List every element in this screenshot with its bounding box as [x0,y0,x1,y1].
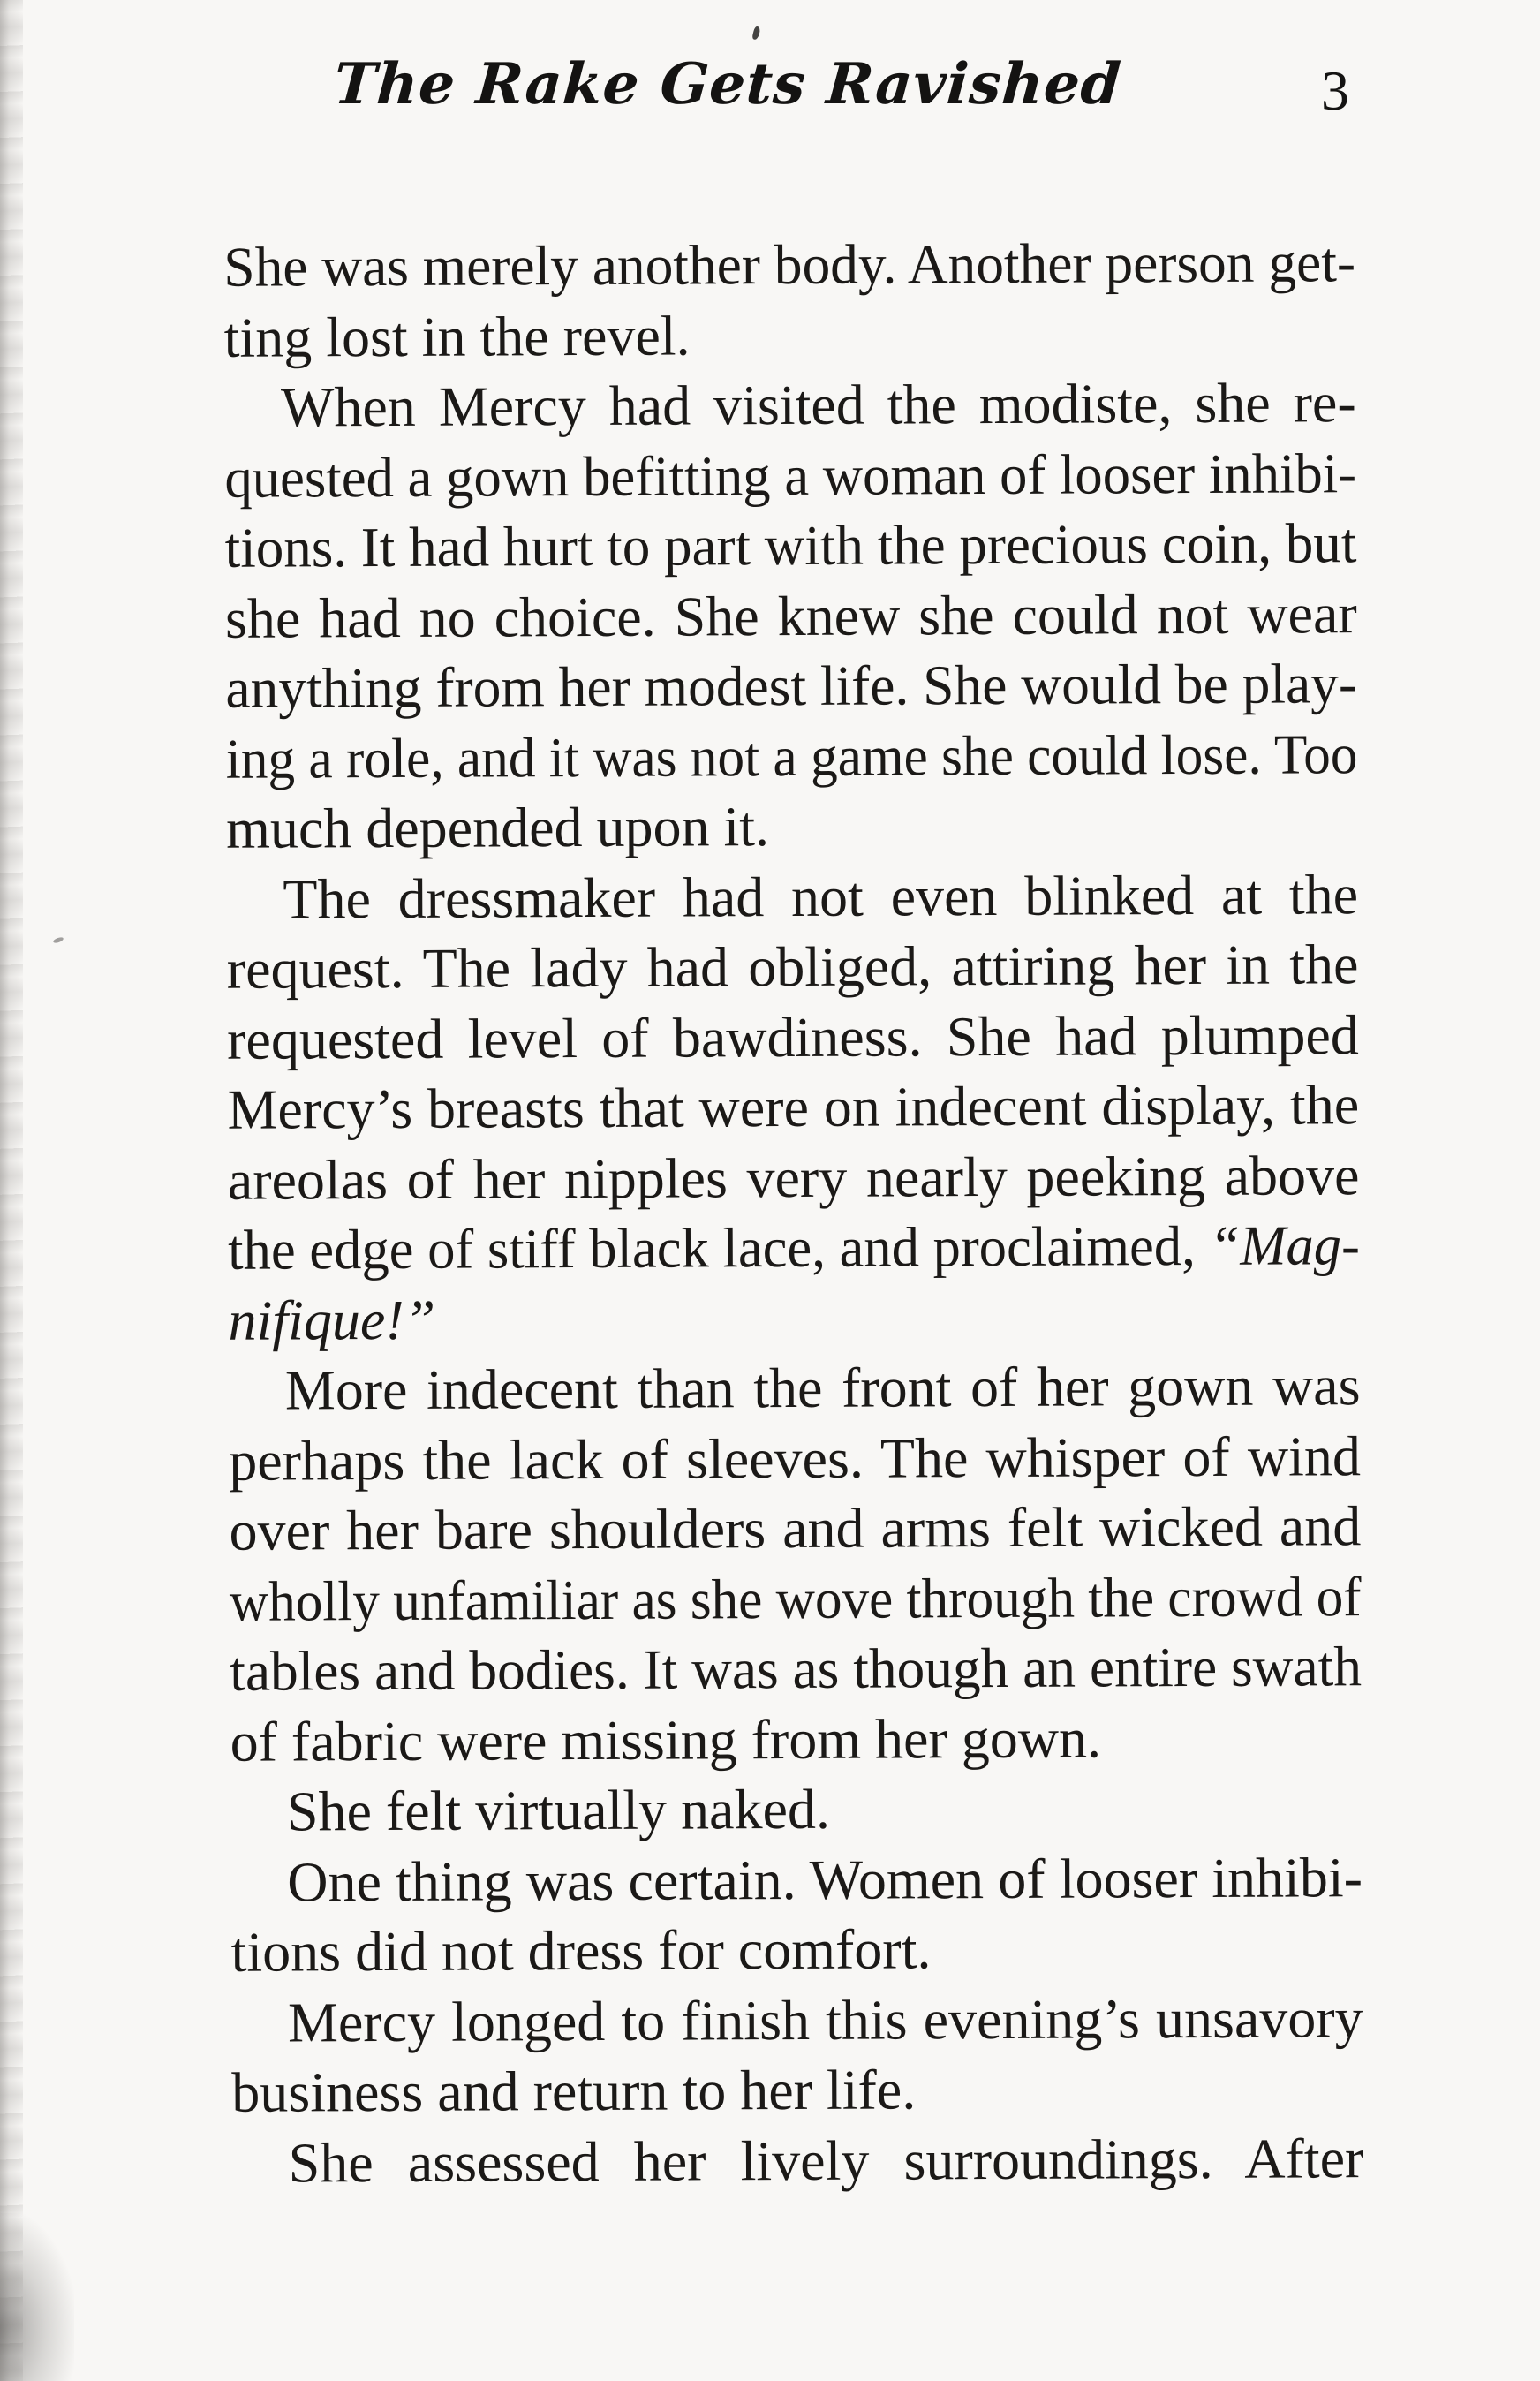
text-segment: The dressmaker had not even blinked at the [283,862,1359,931]
text-segment: ing a role, and it was not a game she could lose. Too [225,722,1358,790]
text-line [225,508,1357,583]
text-line-content [225,508,1357,583]
text-line-content [224,438,1356,513]
text-line [226,789,1358,864]
text-line-content [289,2123,1364,2198]
text-line [229,1350,1361,1425]
text-line-content [287,1774,830,1847]
text-line-content [230,1703,1101,1777]
text-line-content [285,1350,1361,1425]
text-line [230,1631,1362,1706]
text-line-content [228,1284,435,1356]
text-segment: tions did not dress for comfort. [230,1917,932,1984]
text-line-content [230,1631,1362,1706]
italic-text-segment: nifique!” [228,1288,436,1352]
text-segment: much depended upon it. [225,795,770,860]
text-segment: anything from her modest life. She would be play- [225,652,1358,720]
text-line [223,298,1355,373]
text-line-content [230,1914,931,1987]
text-segment: ting lost in the revel. [223,304,691,369]
page-number: 3 [1321,59,1349,122]
text-segment: She felt virtually naked. [286,1777,831,1843]
text-segment: tables and bodies. It was as though an entire swath [230,1635,1363,1703]
text-line [231,2052,1363,2128]
text-segment: Mercy’s breasts that were on indecent display, the [227,1073,1360,1141]
text-line [230,1561,1362,1636]
text-line [230,1702,1362,1777]
text-segment: of fabric were missing from her gown. [230,1705,1102,1773]
text-segment: she had no choice. She knew she could not wear [224,581,1357,650]
text-line [225,578,1357,654]
scan-edge-shadow [0,0,23,2381]
text-line-content [226,719,1358,794]
text-line [231,1983,1363,2058]
text-line-content [227,1070,1359,1145]
text-segment: perhaps the lack of sleeves. The whisper of wind [229,1424,1362,1493]
text-line-content [288,1983,1363,2058]
text-line-content [225,578,1357,654]
text-segment: She was merely another body. Another person get- [223,231,1356,299]
text-line [225,648,1357,723]
text-segment: More indecent than the front of her gown was [284,1354,1361,1422]
running-title: The Rake Gets Ravished [331,51,1124,117]
text-line [226,719,1358,794]
text-line-content [223,227,1355,302]
text-line [230,1772,1363,1847]
text-line [226,859,1358,934]
text-line-content [227,1000,1359,1075]
text-line [224,367,1356,442]
text-segment: tions. It had hurt to part with the precious coin, but [224,511,1357,579]
text-line-content [231,2054,916,2128]
text-segment: She assessed her lively surroundings. After [288,2126,1364,2195]
text-segment: business and return to her life. [231,2058,917,2124]
text-line-content [283,859,1358,934]
text-line-content [281,367,1356,442]
text-segment: quested a gown befitting a woman of looser inhibi- [224,441,1357,510]
text-line [227,1000,1359,1075]
text-segment: When Mercy had visited the modiste, she re- [280,371,1356,439]
text-line [224,438,1356,513]
text-segment: Mercy longed to finish this evening’s unsavory [287,1985,1363,2054]
text-line-content [226,791,769,864]
text-line-content [287,1842,1363,1917]
text-segment: the edge of stiff black lace, and proclaimed, [228,1213,1210,1281]
text-line-content [227,929,1359,1004]
text-line [227,929,1359,1004]
text-line-content [225,648,1357,723]
text-line-content [223,300,690,373]
text-line [228,1281,1360,1356]
text-line-content [228,1210,1360,1285]
text-line-content [229,1491,1361,1566]
scan-smudge [0,2213,74,2381]
text-line [227,1070,1359,1145]
text-line [223,227,1355,302]
text-line [228,1140,1360,1215]
text-line [232,2123,1364,2198]
text-line-content [229,1421,1361,1496]
text-line [230,1912,1363,1987]
text-line-content [228,1140,1360,1215]
italic-text-segment: “Mag- [1209,1213,1360,1277]
text-segment: areolas of her nipples very nearly peeking above [227,1143,1360,1212]
text-segment: One thing was certain. Women of looser inhibi- [287,1845,1363,1914]
text-line [229,1491,1361,1566]
scan-speck [751,26,760,40]
text-line [229,1421,1361,1496]
text-segment: requested level of bawdiness. She had plumped [226,1002,1359,1071]
text-segment: request. The lady had obliged, attiring her in the [226,933,1359,1001]
text-line-content [230,1561,1362,1636]
text-line [228,1210,1360,1285]
page-header [228,51,1360,157]
text-line [230,1842,1363,1917]
text-segment: over her bare shoulders and arms felt wicked and [229,1494,1362,1562]
body-text [223,227,1364,2198]
scan-speck [53,936,64,944]
text-segment: wholly unfamiliar as she wove through the crowd of [229,1564,1362,1633]
